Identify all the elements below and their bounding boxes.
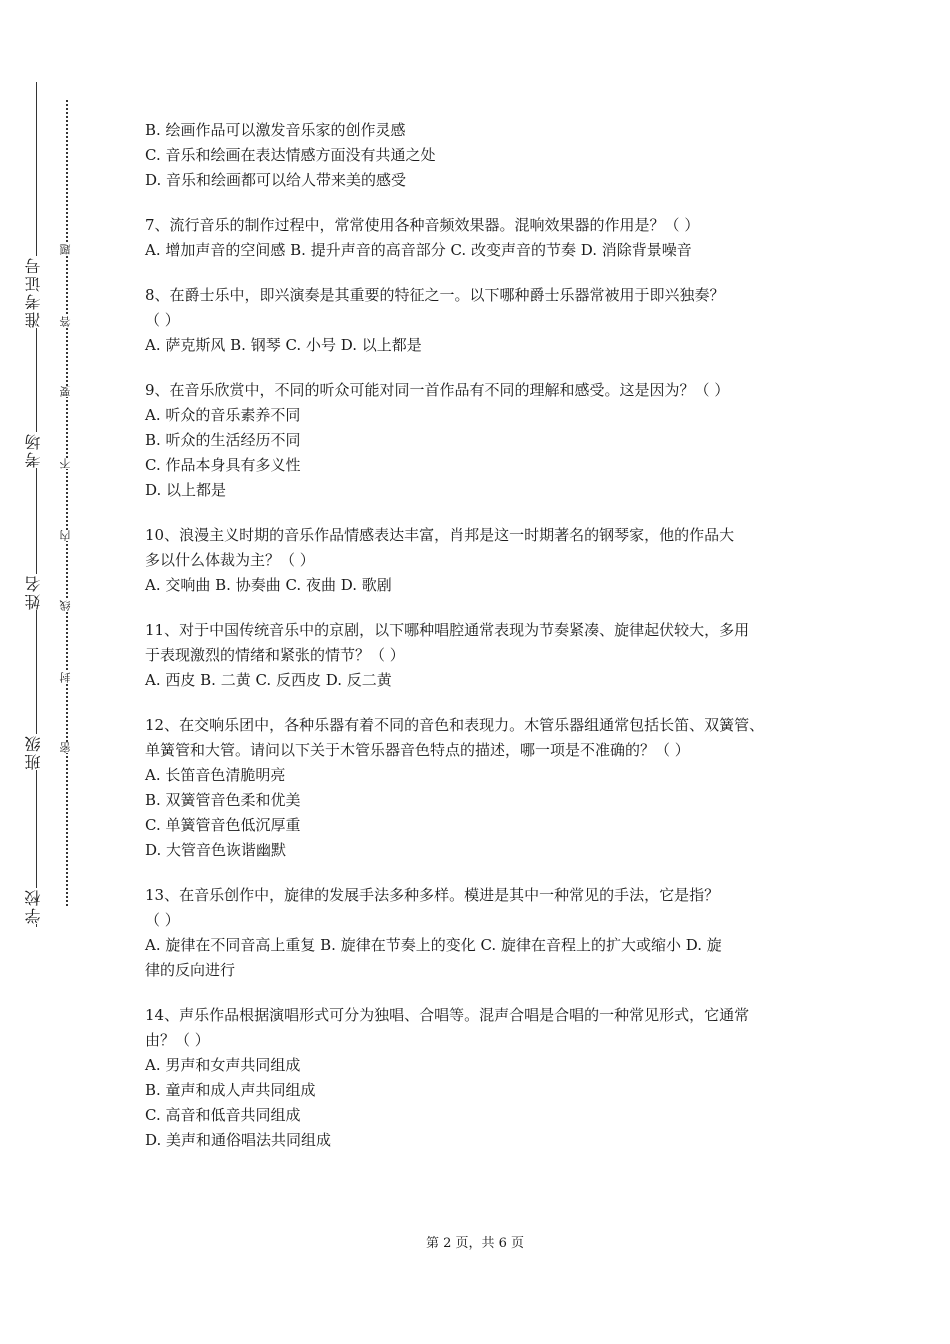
option-a: A. 听众的音乐素养不同: [145, 406, 301, 424]
binding-margin: [0, 0, 90, 1344]
seal-char: 题: [58, 244, 76, 255]
question-7: [145, 213, 810, 263]
question-stem: 多以什么体裁为主？（ ）: [145, 551, 315, 569]
question-10: [145, 523, 810, 598]
seal-char: 答: [58, 316, 76, 327]
option-a: A. 男声和女声共同组成: [145, 1056, 301, 1074]
option-c: C. 高音和低音共同组成: [145, 1106, 301, 1124]
exam-room-label: 考场: [22, 432, 50, 468]
question-stem: 单簧管和大管。请问以下关于木管乐器音色特点的描述，哪一项是不准确的？（ ）: [145, 741, 690, 759]
question-13: [145, 883, 810, 983]
seal-char: 不: [58, 458, 76, 469]
exam-id-label: 准考证号: [22, 256, 50, 328]
question-11: [145, 618, 810, 693]
class-label: 班级: [22, 734, 50, 770]
question-options: A. 交响曲 B. 协奏曲 C. 夜曲 D. 歌剧: [145, 576, 392, 594]
question-12: [145, 713, 810, 863]
question-stem: 由？（ ）: [145, 1031, 210, 1049]
question-14: [145, 1003, 810, 1153]
seal-char: 要: [58, 386, 76, 397]
option-d: D. 以上都是: [145, 481, 227, 499]
option-a: A. 长笛音色清脆明亮: [145, 766, 286, 784]
option-b: B. 双簧管音色柔和优美: [145, 791, 301, 809]
seal-char: 线: [58, 600, 76, 611]
seal-char: 密: [58, 742, 76, 753]
question-options: A. 萨克斯风 B. 钢琴 C. 小号 D. 以上都是: [145, 336, 422, 354]
fill-in-line: [36, 82, 37, 927]
seal-char: 封: [58, 672, 76, 683]
question-stem: 9、在音乐欣赏中，不同的听众可能对同一首作品有不同的理解和感受。这是因为？（ ）: [145, 381, 730, 399]
question-stem: 14、声乐作品根据演唱形式可分为独唱、合唱等。混声合唱是合唱的一种常见形式，它通常: [145, 1006, 750, 1024]
option-b: B. 听众的生活经历不同: [145, 431, 301, 449]
question-options: 律的反向进行: [145, 961, 236, 979]
question-stem: 于表现激烈的情绪和紧张的情节？（ ）: [145, 646, 405, 664]
option-b: B. 绘画作品可以激发音乐家的创作灵感: [145, 121, 406, 139]
question-stem: 13、在音乐创作中，旋律的发展手法多种多样。模进是其中一种常见的手法，它是指？: [145, 886, 720, 904]
question-options: A. 增加声音的空间感 B. 提升声音的高音部分 C. 改变声音的节奏 D. 消除背景噪音: [145, 241, 692, 259]
page-number: 第 2 页，共 6 页: [425, 1236, 525, 1251]
option-d: D. 美声和通俗唱法共同组成: [145, 1131, 332, 1149]
question-options: A. 旋律在不同音高上重复 B. 旋律在节奏上的变化 C. 旋律在音程上的扩大或缩小 D. 旋: [145, 936, 722, 954]
seal-char: 内: [58, 530, 76, 541]
option-c: C. 作品本身具有多义性: [145, 456, 301, 474]
option-d: D. 大管音色诙谐幽默: [145, 841, 287, 859]
question-options: A. 西皮 B. 二黄 C. 反西皮 D. 反二黄: [145, 671, 392, 689]
question-stem: 12、在交响乐团中，各种乐器有着不同的音色和表现力。木管乐器组通常包括长笛、双簧管、: [145, 716, 765, 734]
question-stem: 7、流行音乐的制作过程中，常常使用各种音频效果器。混响效果器的作用是？（ ）: [145, 216, 700, 234]
question-9: [145, 378, 810, 503]
option-c: C. 音乐和绘画在表达情感方面没有共通之处: [145, 146, 436, 164]
seal-dotted-line: [66, 100, 68, 906]
question-stem: 8、在爵士乐中，即兴演奏是其重要的特征之一。以下哪种爵士乐器常被用于即兴独奏？: [145, 286, 725, 304]
option-d: D. 音乐和绘画都可以给人带来美的感受: [145, 171, 407, 189]
option-c: C. 单簧管音色低沉厚重: [145, 816, 301, 834]
question-8: [145, 283, 810, 358]
name-label: 姓名: [22, 574, 50, 610]
question-stem: 10、浪漫主义时期的音乐作品情感表达丰富，肖邦是这一时期著名的钢琴家，他的作品大: [145, 526, 735, 544]
question-stem: 11、对于中国传统音乐中的京剧，以下哪种唱腔通常表现为节奏紧凑、旋律起伏较大，多用: [145, 621, 750, 639]
school-label: 学校: [22, 888, 50, 924]
question-6-options: [145, 118, 810, 193]
question-stem: （ ）: [145, 311, 180, 329]
question-stem: （ ）: [145, 911, 180, 929]
option-b: B. 童声和成人声共同组成: [145, 1081, 316, 1099]
question-list: [145, 118, 810, 1173]
